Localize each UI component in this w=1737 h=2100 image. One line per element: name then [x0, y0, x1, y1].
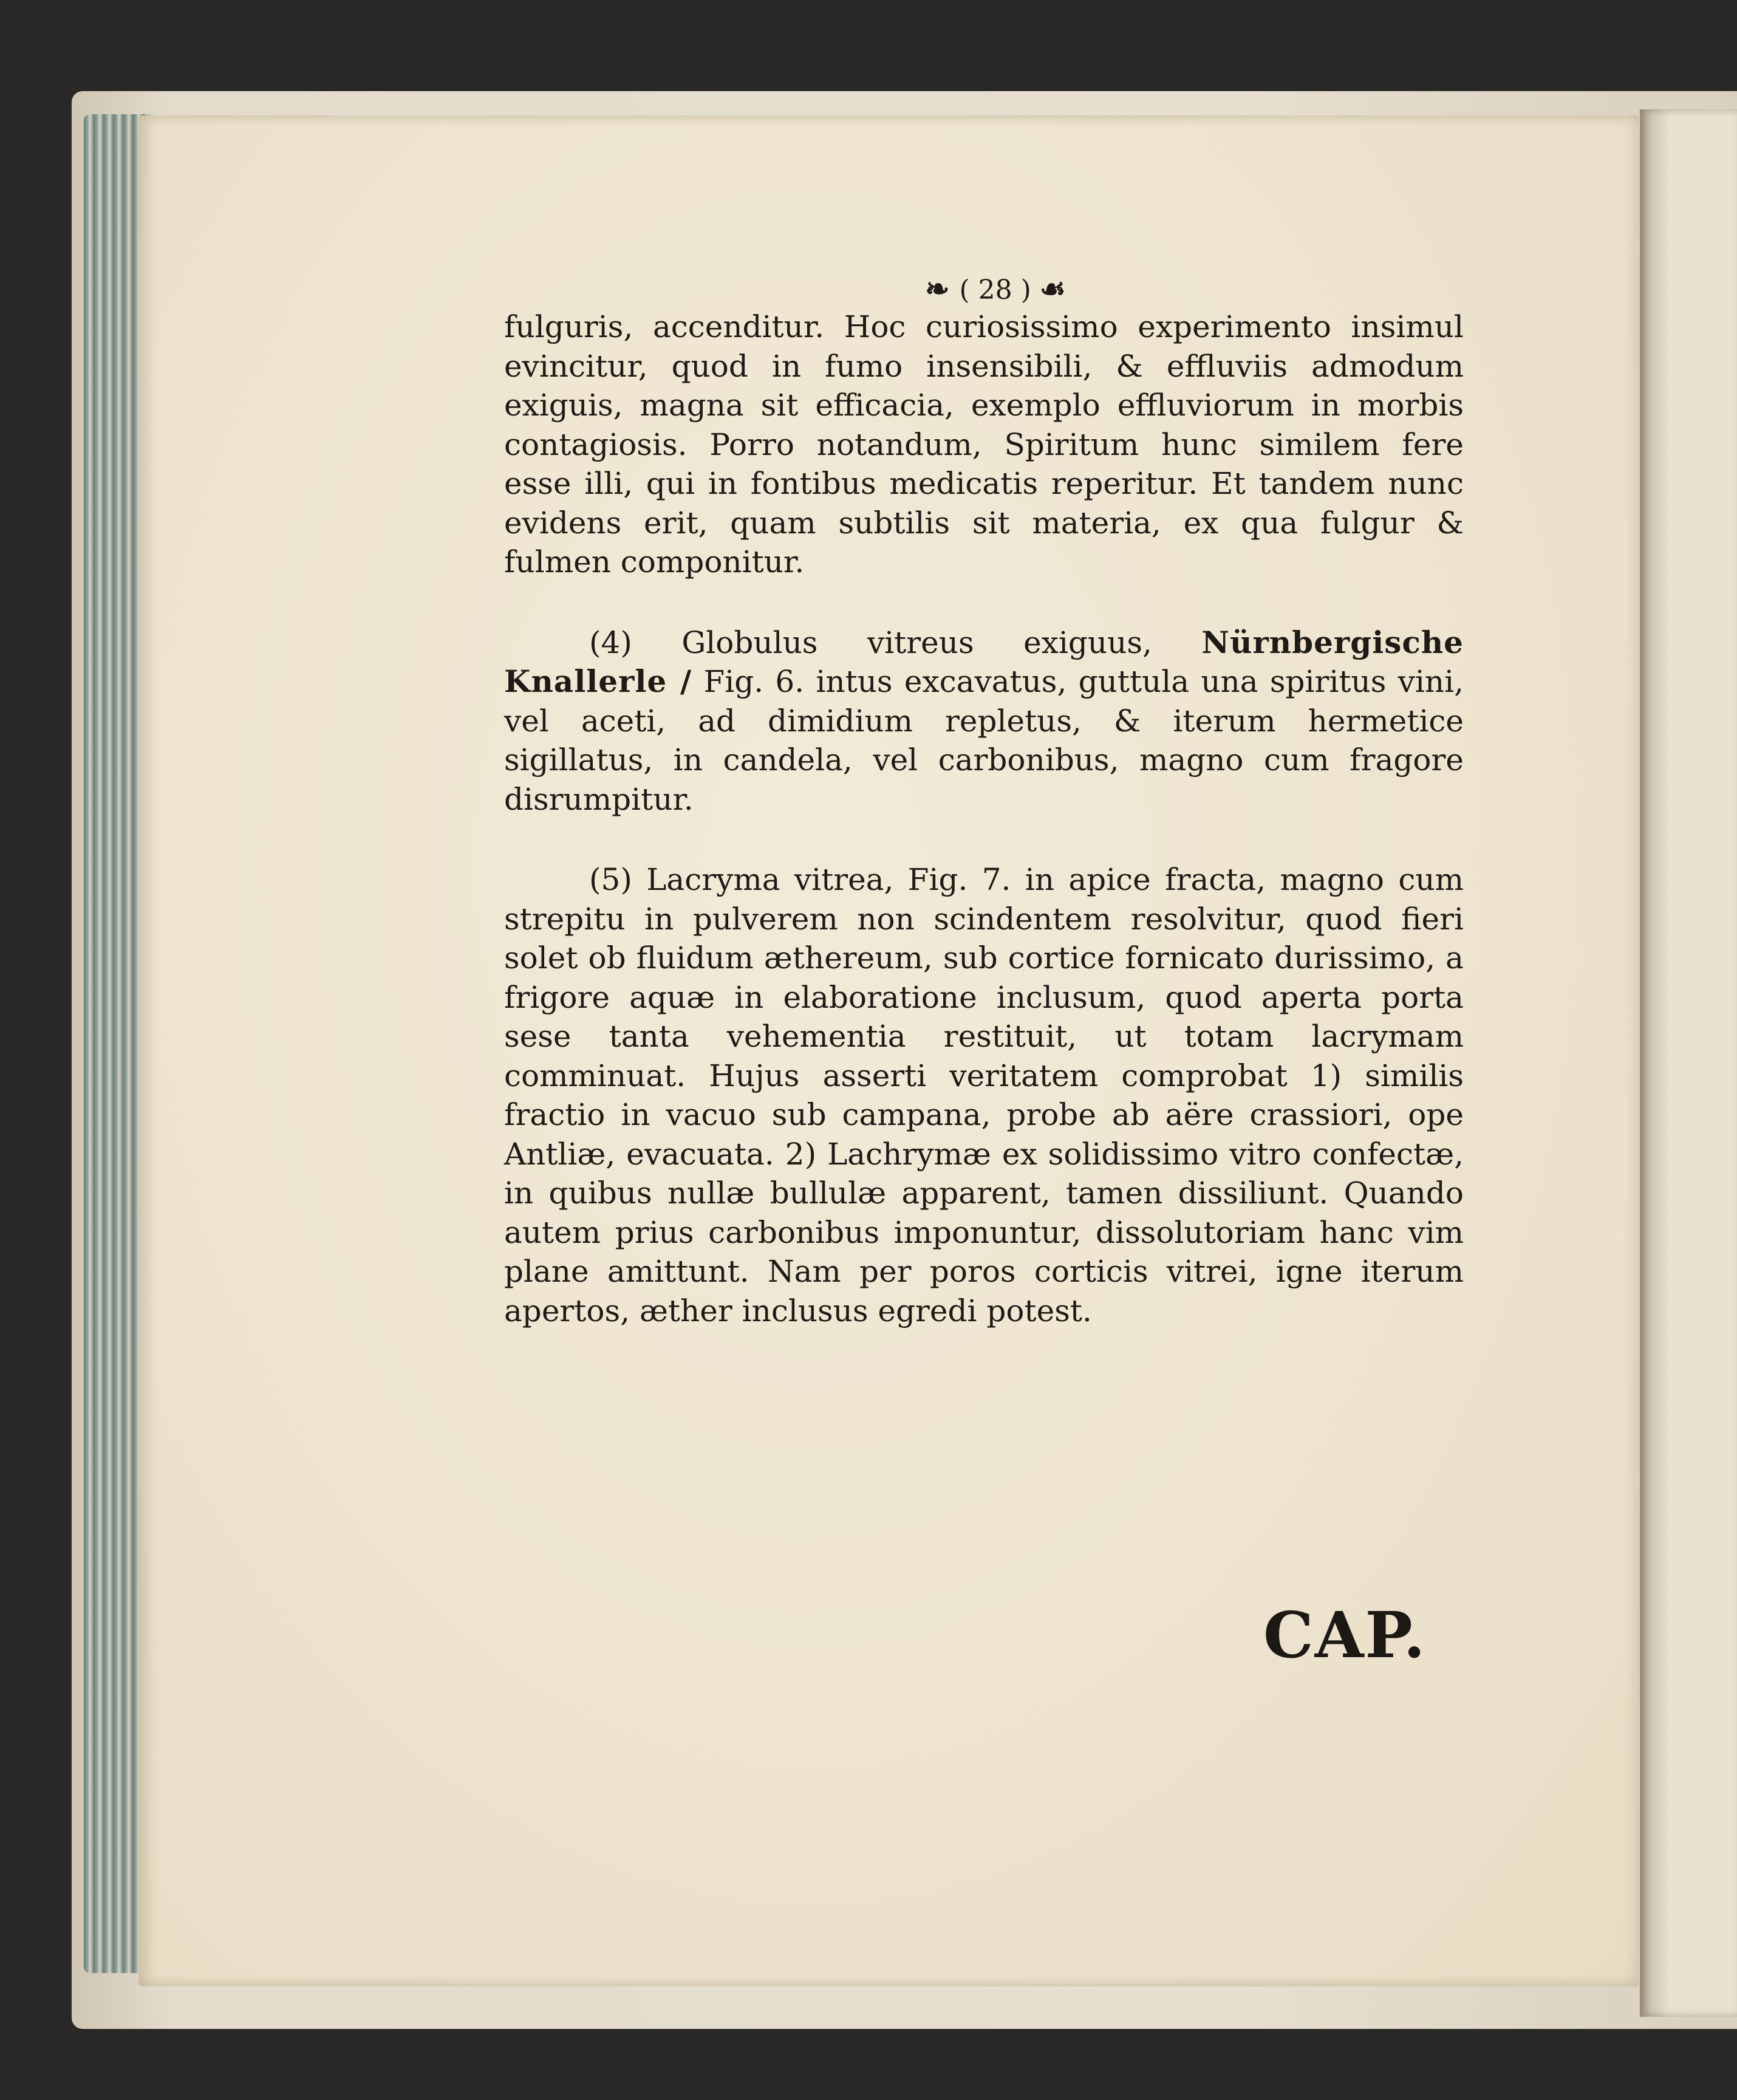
page-number: ( 28 ) — [959, 275, 1031, 306]
paragraph-2-number: (4) — [589, 624, 632, 660]
text-block — [504, 267, 1464, 1330]
left-ornament-icon: ❧ — [925, 272, 951, 306]
paragraph-2-text-start: Globulus vitreus exiguus, — [681, 624, 1152, 660]
paragraph-3 — [504, 860, 1464, 1330]
paragraph-3-number: (5) — [589, 862, 632, 897]
right-ornament-icon: ☙ — [1039, 272, 1067, 306]
paragraph-2 — [504, 623, 1464, 819]
facing-page-edge — [1640, 109, 1737, 2017]
show-through-text — [486, 1385, 1397, 1423]
catchword: CAP. — [1263, 1598, 1427, 1672]
paragraph-3-text: Lacryma vitrea, Fig. 7. in apice fracta, magno cum strepitu in pulverem non scindentem resolvitur, quod fieri solet ob fluidum æthereum, sub cortice fornicato durissimo, a frigore aquæ in elaboratione inclusum, quod aperta porta sese tanta vehementia restituit, ut totam lacrymam comminuat. Hujus asserti veritatem comprobat 1) similis fractio in vacuo sub campana, probe ab aëre crassiori, ope Antliæ, evacuata. 2) Lachrymæ ex solidissimo vitro confectæ, in quibus nullæ bullulæ apparent, tamen dissiliunt. Quando autem prius carbonibus imponuntur, dissolutoriam hanc vim plane amittunt. Nam per poros corticis vitrei, igne iterum apertos, æther inclusus egredi potest. — [504, 862, 1464, 1329]
paragraph-1: fulguris, accenditur. Hoc curiosissimo experimento insimul evincitur, quod in fumo insensibili, & effluviis admodum exiguis, magna sit efficacia, exemplo effluviorum in morbis contagiosis. Porro notandum, Spiritum hunc similem fere esse illi, qui in fontibus medicatis reperitur. Et tandem nunc evidens erit, quam subtilis sit materia, ex qua fulgur & fulmen componitur. — [504, 309, 1464, 580]
paragraph-2-text-end: Fig. 6. intus excavatus, guttula una spiritus vini, vel aceti, ad dimidium repletus, & iterum hermetice sigillatus, in candela, vel carbonibus, magno cum fragore disrumpitur. — [504, 664, 1464, 817]
paragraph-2-fraktur-term: Nürnbergische Knallerle / — [504, 624, 1464, 699]
